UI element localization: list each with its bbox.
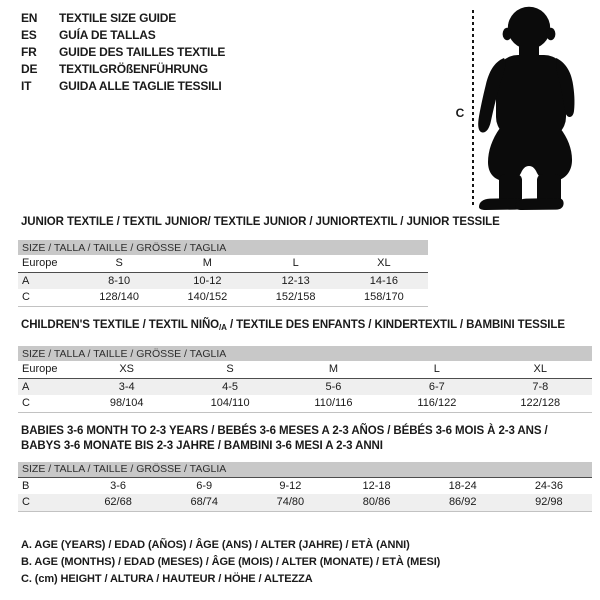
babies-title-line1: BABIES 3-6 MONTH TO 2-3 YEARS / BEBÉS 3-6 MESES A 2-3 AÑOS / BÉBÉS 3-6 MOIS À 2-3 ANS / (21, 425, 548, 437)
junior-section-title: JUNIOR TEXTILE / TEXTIL JUNIOR/ TEXTILE JUNIOR / JUNIORTEXTIL / JUNIOR TESSILE (21, 216, 500, 228)
size-header-bar: SIZE / TALLA / TAILLE / GRÖSSE / TAGLIA (18, 462, 592, 477)
language-row-fr (21, 43, 225, 60)
table-row (18, 395, 592, 412)
language-row-es (21, 26, 225, 43)
row-label: Europe (18, 255, 75, 272)
babies-section-title (21, 424, 548, 454)
height-cell: 128/140 (99, 291, 139, 304)
size-col-header: L (252, 255, 340, 272)
height-cell: 158/170 (363, 291, 404, 304)
footnote-c: C. (cm) HEIGHT / ALTURA / HAUTEUR / HÖHE / ALTEZZA (21, 573, 313, 585)
height-cell: 140/152 (187, 291, 228, 304)
row-label: C (22, 397, 30, 410)
table-row (18, 378, 592, 395)
toddler-silhouette-icon (452, 2, 588, 214)
height-cell: 152/158 (275, 291, 316, 304)
size-col-header: M (163, 255, 251, 272)
age-cell: 12-18 (362, 479, 391, 492)
height-cell: 104/110 (210, 397, 250, 410)
height-cell: 80/86 (333, 494, 419, 511)
height-cell: 68/74 (161, 494, 247, 511)
row-label: C (18, 494, 75, 511)
table-row (18, 477, 592, 494)
age-cell: 3-4 (75, 378, 178, 395)
footnotes (21, 537, 440, 588)
size-col-header: XL (489, 361, 592, 378)
table-row (18, 272, 428, 289)
children-section-title (21, 319, 565, 332)
age-cell: 4-5 (178, 378, 281, 395)
language-list (21, 9, 225, 94)
table-row (18, 361, 592, 378)
height-cell: 116/122 (417, 397, 457, 410)
age-cell: 6-7 (385, 378, 488, 395)
language-code: EN (21, 10, 38, 25)
language-code: IT (21, 78, 32, 93)
age-cell: 14-16 (340, 272, 428, 289)
age-cell: 5-6 (282, 378, 385, 395)
age-cell: 10-12 (163, 272, 251, 289)
table-row (18, 255, 428, 272)
row-label: A (18, 378, 75, 395)
row-label: A (18, 272, 75, 289)
age-cell: 3-6 (110, 479, 127, 492)
height-cell: 98/104 (109, 397, 144, 410)
footnote-a: A. AGE (YEARS) / EDAD (AÑOS) / ÂGE (ANS) / ALTER (JAHRE) / ETÀ (ANNI) (21, 539, 410, 551)
size-header-bar: SIZE / TALLA / TAILLE / GRÖSSE / TAGLIA (18, 346, 592, 361)
height-cell: 122/128 (520, 397, 561, 410)
height-cell: 74/80 (247, 494, 333, 511)
babies-size-table (18, 462, 592, 512)
language-label: GUÍA DE TALLAS (59, 27, 156, 42)
height-cell: 62/68 (75, 494, 161, 511)
size-col-header: XS (75, 361, 178, 378)
language-row-de (21, 60, 225, 77)
junior-size-table (18, 240, 428, 307)
row-label: Europe (18, 361, 75, 378)
children-title-rest: / TEXTILE DES ENFANTS / KINDERTEXTIL / BAMBINI TESSILE (226, 319, 565, 331)
language-row-en (21, 9, 225, 26)
language-code: DE (21, 61, 38, 76)
age-cell: 7-8 (489, 378, 592, 395)
size-col-header: S (75, 255, 163, 272)
language-label: TEXTILE SIZE GUIDE (59, 10, 177, 25)
footnote-b: B. AGE (MONTHS) / EDAD (MESES) / ÂGE (MOIS) / ALTER (MONATE) / ETÀ (MESI) (21, 556, 441, 568)
height-measure-label: C (455, 106, 465, 120)
row-label: C (22, 291, 30, 304)
size-col-header: M (282, 361, 385, 378)
children-size-table (18, 346, 592, 413)
size-col-header: S (178, 361, 281, 378)
row-label: B (22, 479, 30, 492)
babies-title-line2: BABYS 3-6 MONATE BIS 2-3 JAHRE / BAMBINI 3-6 MESI A 2-3 ANNI (21, 440, 383, 452)
height-cell: 86/92 (420, 494, 506, 511)
language-label: TEXTILGRÖßENFÜHRUNG (59, 61, 208, 76)
age-cell: 9-12 (279, 479, 302, 492)
height-cell: 110/116 (314, 397, 353, 410)
age-cell: 24-36 (534, 479, 563, 492)
language-code: FR (21, 44, 37, 59)
children-title-sub: /A (219, 323, 227, 332)
language-label: GUIDA ALLE TAGLIE TESSILI (59, 78, 222, 93)
age-cell: 12-13 (252, 272, 340, 289)
size-col-header: L (385, 361, 488, 378)
children-title-main: CHILDREN'S TEXTILE / TEXTIL NIÑO (21, 319, 220, 331)
age-cell: 6-9 (196, 479, 213, 492)
size-header-bar: SIZE / TALLA / TAILLE / GRÖSSE / TAGLIA (18, 240, 428, 255)
table-row (18, 289, 428, 306)
language-label: GUIDE DES TAILLES TEXTILE (59, 44, 226, 59)
language-code: ES (21, 27, 37, 42)
size-col-header: XL (340, 255, 428, 272)
language-row-it (21, 77, 225, 94)
age-cell: 18-24 (448, 479, 477, 492)
age-cell: 8-10 (75, 272, 163, 289)
table-row (18, 494, 592, 511)
height-cell: 92/98 (506, 494, 592, 511)
